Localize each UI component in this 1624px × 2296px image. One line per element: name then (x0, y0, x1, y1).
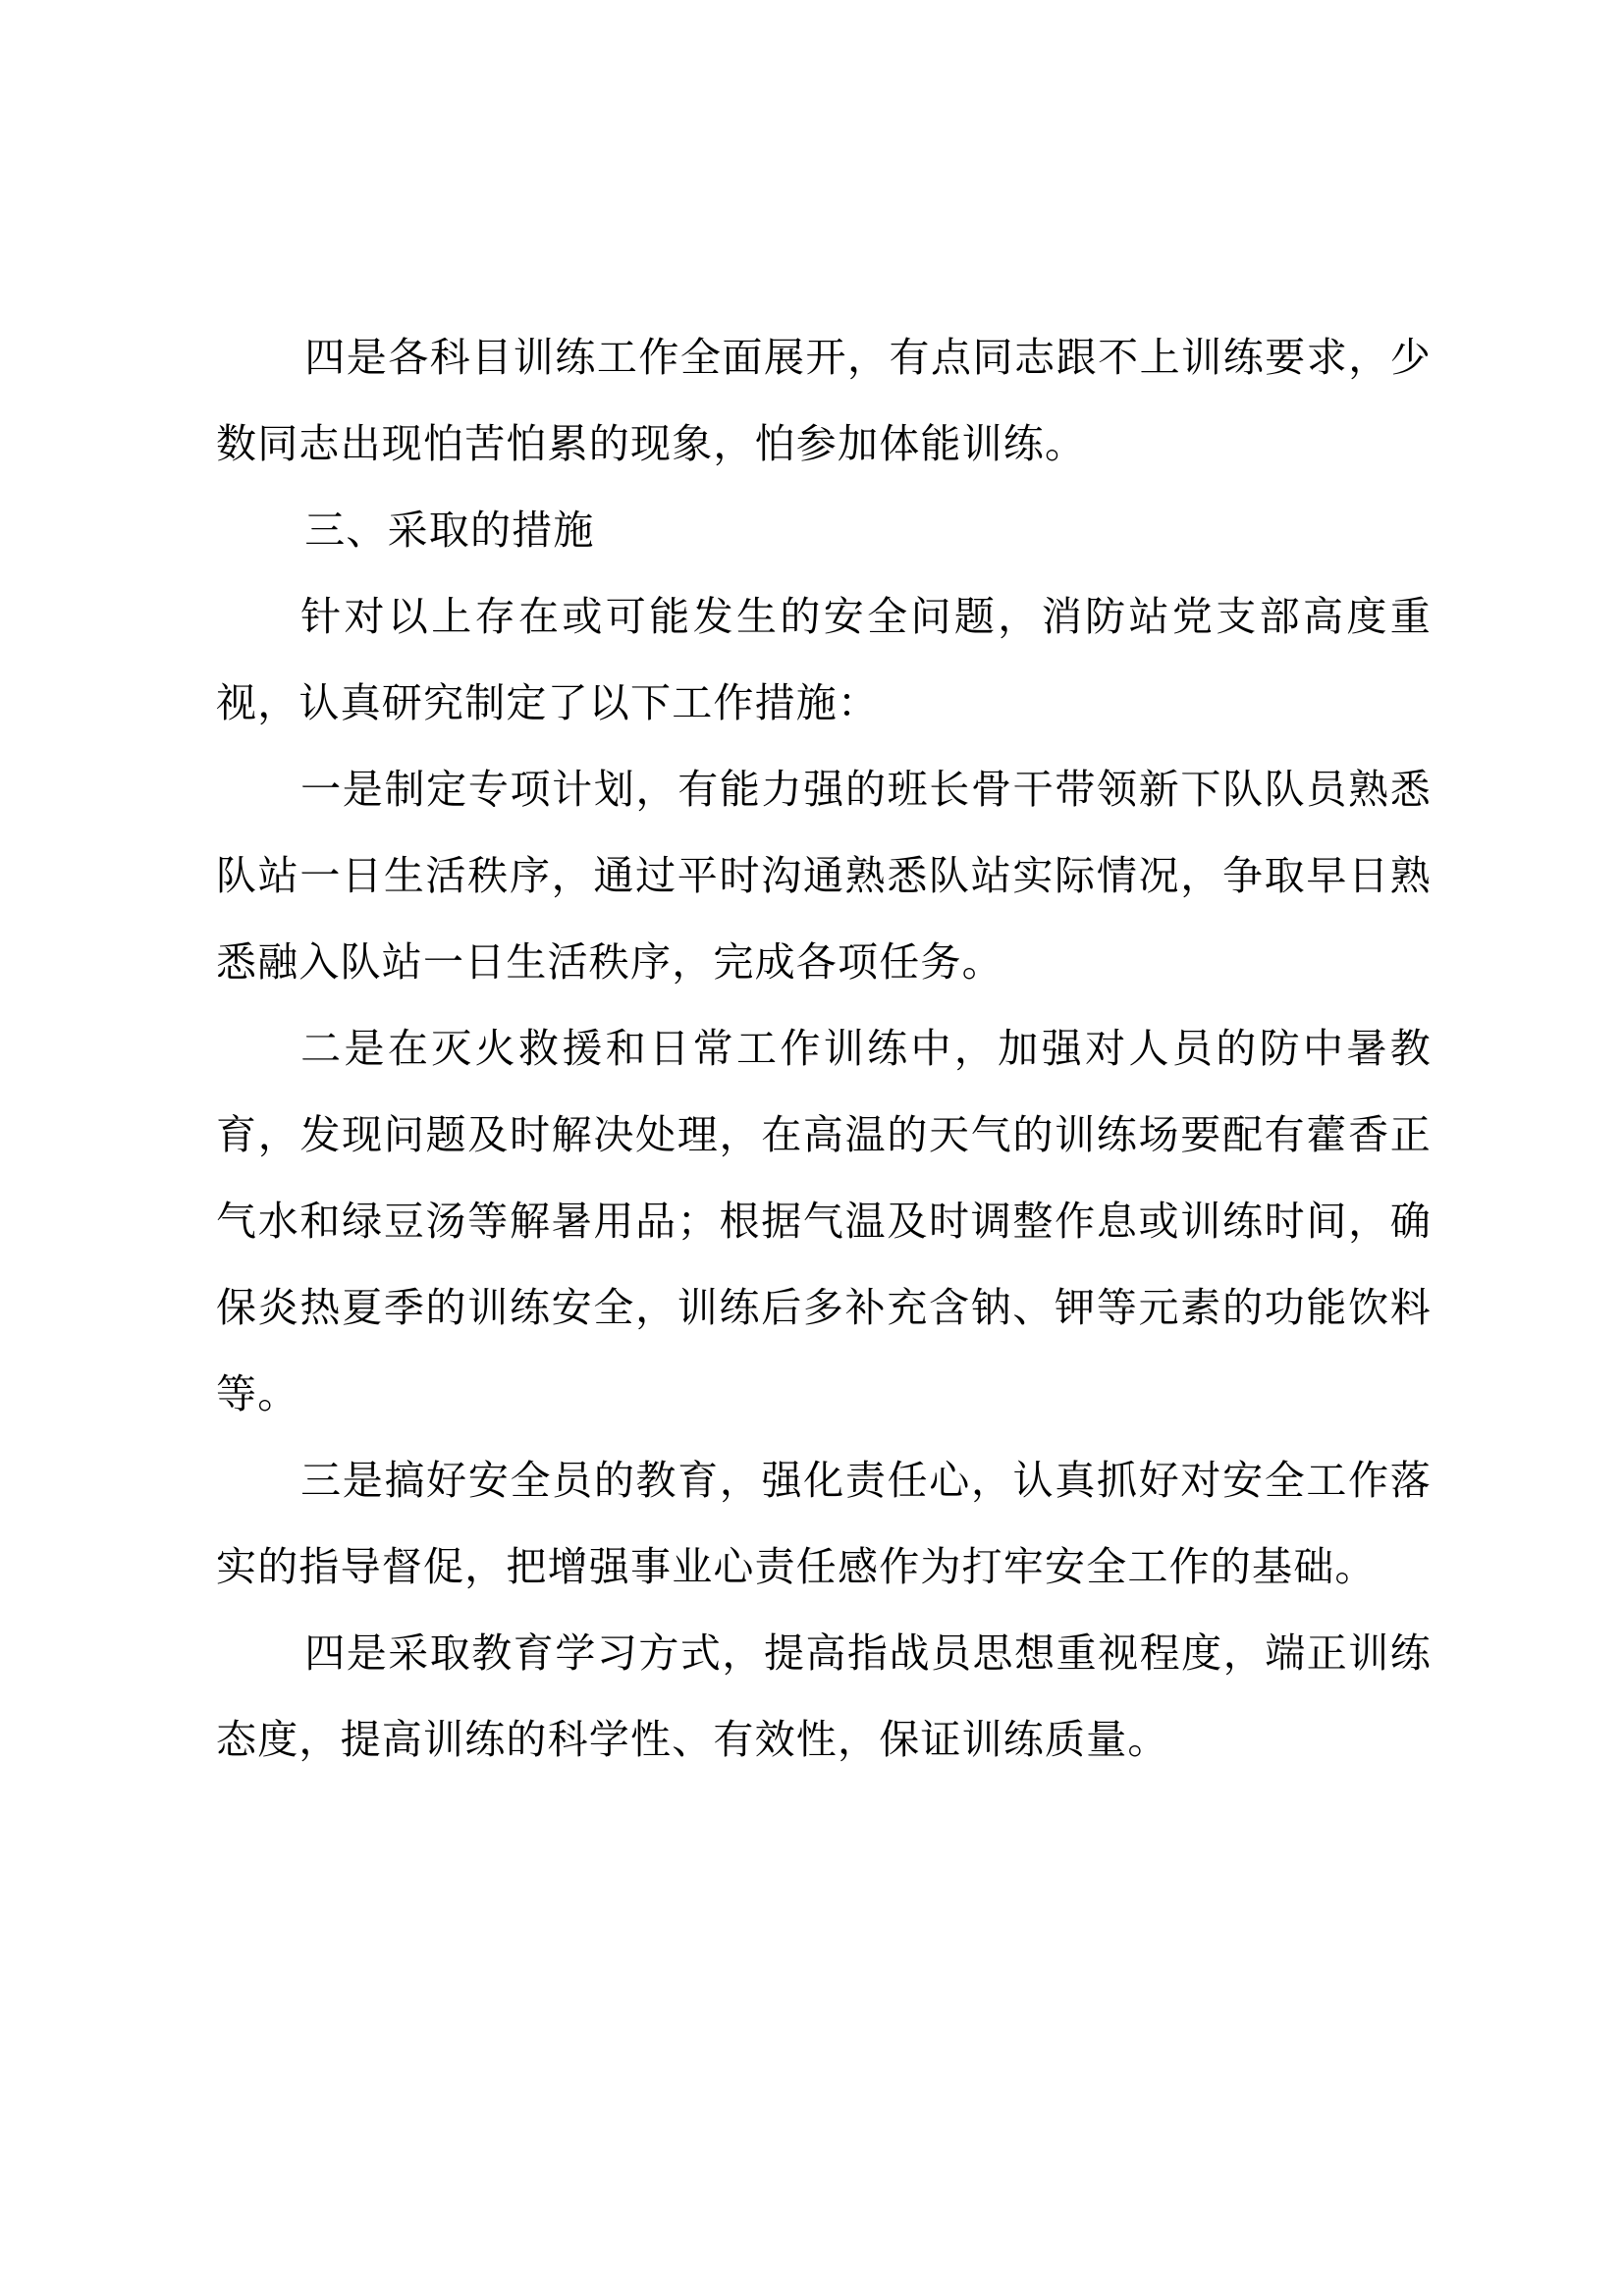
paragraph-intro-measures: 针对以上存在或可能发生的安全问题，消防站党支部高度重视，认真研究制定了以下工作措施： (216, 593, 1432, 726)
paragraph-measure-three: 三是搞好安全员的教育，强化责任心，认真抓好对安全工作落实的指导督促，把增强事业心责任感作为打牢安全工作的基础。 (216, 1457, 1432, 1590)
paragraph-measure-one: 一是制定专项计划，有能力强的班长骨干带领新下队队员熟悉队站一日生活秩序，通过平时沟通熟悉队站实际情况，争取早日熟悉融入队站一日生活秩序，完成各项任务。 (216, 766, 1432, 986)
paragraph-measure-two: 二是在灭火救援和日常工作训练中，加强对人员的防中暑教育，发现问题及时解决处理，在高温的天气的训练场要配有藿香正气水和绿豆汤等解暑用品；根据气温及时调整作息或训练时间，确保炎热夏季的训练安全，训练后多补充含钠、钾等元素的功能饮料等。 (216, 1025, 1432, 1417)
section-heading-measures: 三、采取的措施 (304, 507, 595, 554)
paragraph-training-issue: 四是各科目训练工作全面展开，有点同志跟不上训练要求，少数同志出现怕苦怕累的现象，怕参加体能训练。 (216, 334, 1432, 467)
document-body (216, 314, 1432, 1783)
paragraph-measure-four: 四是采取教育学习方式，提高指战员思想重视程度，端正训练态度，提高训练的科学性、有效性，保证训练质量。 (216, 1629, 1432, 1763)
